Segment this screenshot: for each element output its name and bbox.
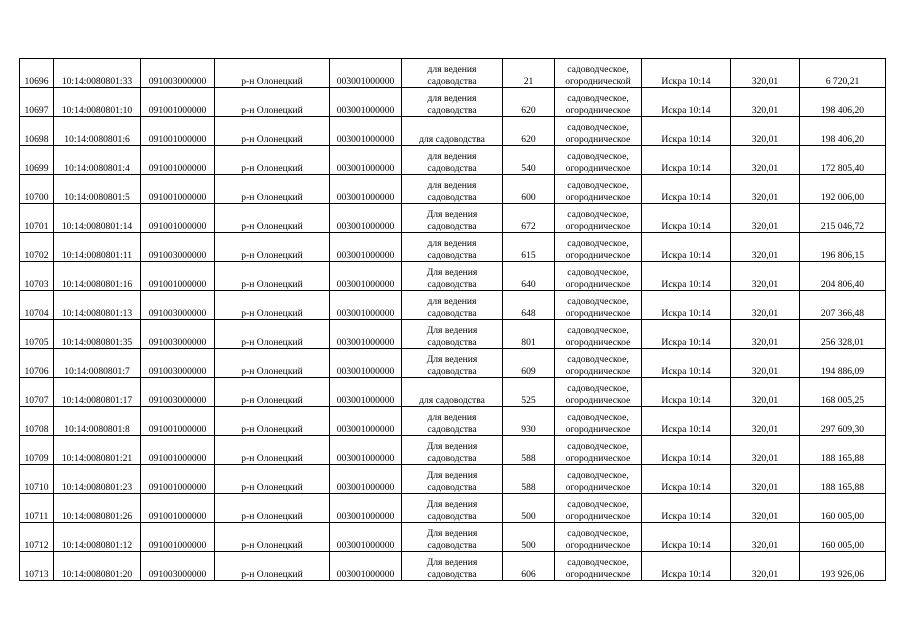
permitted-use-cell	[402, 465, 503, 494]
district-cell: р-н Олонецкий	[215, 175, 330, 204]
row-number-cell: 10710	[20, 465, 54, 494]
cadastral-cost-cell: 204 806,40	[800, 262, 886, 291]
cadastral-cost-cell: 194 886,09	[800, 349, 886, 378]
area-cell: 525	[503, 378, 555, 407]
permitted-use-cell	[402, 233, 503, 262]
use-category-cell	[555, 436, 642, 465]
row-number-cell: 10701	[20, 204, 54, 233]
specific-value-cell: 320,01	[731, 523, 800, 552]
district-cell: р-н Олонецкий	[215, 291, 330, 320]
permitted-use-line-2: садоводства	[427, 162, 477, 174]
cadastral-number-cell: 10:14:0080801:23	[54, 465, 141, 494]
use-category-cell	[555, 204, 642, 233]
table-row	[20, 117, 886, 146]
permitted-use-cell	[402, 552, 503, 581]
oktmo-code-cell: 091001000000	[141, 465, 215, 494]
cadastral-cost-cell: 193 926,06	[800, 552, 886, 581]
cadastral-zone-cell: Искра 10:14	[642, 407, 731, 436]
use-category-cell	[555, 465, 642, 494]
permitted-use-line-1: Для ведения	[426, 470, 478, 481]
permitted-use-line-2: садоводства	[427, 249, 477, 261]
district-cell: р-н Олонецкий	[215, 494, 330, 523]
cadastral-number-cell: 10:14:0080801:13	[54, 291, 141, 320]
permitted-use-line-2: садоводства	[427, 75, 477, 87]
table-row	[20, 349, 886, 378]
specific-value-cell: 320,01	[731, 378, 800, 407]
permitted-use-line-2: садоводства	[427, 278, 477, 290]
permitted-use-line-1: Для ведения	[426, 499, 478, 510]
okato-code-cell: 003001000000	[330, 552, 402, 581]
table-row	[20, 523, 886, 552]
use-category-cell	[555, 494, 642, 523]
use-category-cell	[555, 320, 642, 349]
row-number-cell: 10704	[20, 291, 54, 320]
use-category-cell	[555, 146, 642, 175]
oktmo-code-cell: 091001000000	[141, 146, 215, 175]
district-cell: р-н Олонецкий	[215, 523, 330, 552]
cadastral-zone-cell: Искра 10:14	[642, 262, 731, 291]
oktmo-code-cell: 091001000000	[141, 204, 215, 233]
use-category-line-2: огородническое	[565, 394, 631, 406]
district-cell: р-н Олонецкий	[215, 378, 330, 407]
district-cell: р-н Олонецкий	[215, 262, 330, 291]
okato-code-cell: 003001000000	[330, 436, 402, 465]
use-category-cell	[555, 407, 642, 436]
permitted-use-cell	[402, 204, 503, 233]
table-row	[20, 552, 886, 581]
permitted-use-line-1: Для ведения	[426, 209, 478, 220]
cadastral-cost-cell: 256 328,01	[800, 320, 886, 349]
use-category-line-1: садоводческое,	[567, 412, 629, 423]
cadastral-zone-cell: Искра 10:14	[642, 552, 731, 581]
row-number-cell: 10705	[20, 320, 54, 349]
district-cell: р-н Олонецкий	[215, 552, 330, 581]
cadastral-cost-cell: 6 720,21	[800, 59, 886, 88]
oktmo-code-cell: 091003000000	[141, 378, 215, 407]
cadastral-number-cell: 10:14:0080801:4	[54, 146, 141, 175]
cadastral-cost-cell: 160 005,00	[800, 494, 886, 523]
cadastral-cost-cell: 297 609,30	[800, 407, 886, 436]
use-category-line-2: огородническое	[565, 104, 631, 116]
cadastral-number-cell: 10:14:0080801:6	[54, 117, 141, 146]
cadastral-zone-cell: Искра 10:14	[642, 117, 731, 146]
permitted-use-cell	[402, 436, 503, 465]
cadastral-zone-cell: Искра 10:14	[642, 349, 731, 378]
specific-value-cell: 320,01	[731, 175, 800, 204]
cadastral-cost-cell: 215 046,72	[800, 204, 886, 233]
use-category-line-1: садоводческое,	[567, 296, 629, 307]
cadastral-zone-cell: Искра 10:14	[642, 436, 731, 465]
area-cell: 588	[503, 465, 555, 494]
oktmo-code-cell: 091003000000	[141, 349, 215, 378]
use-category-line-1: садоводческое,	[567, 238, 629, 249]
district-cell: р-н Олонецкий	[215, 349, 330, 378]
permitted-use-cell	[402, 407, 503, 436]
permitted-use-line-2: садоводства	[427, 481, 477, 493]
use-category-line-1: садоводческое,	[567, 354, 629, 365]
okato-code-cell: 003001000000	[330, 349, 402, 378]
use-category-line-2: огороднической	[565, 75, 631, 87]
cadastral-cost-cell: 198 406,20	[800, 117, 886, 146]
permitted-use-line-2: для садоводства	[419, 133, 485, 145]
district-cell: р-н Олонецкий	[215, 88, 330, 117]
okato-code-cell: 003001000000	[330, 59, 402, 88]
specific-value-cell: 320,01	[731, 146, 800, 175]
use-category-line-2: огородническое	[565, 452, 631, 464]
use-category-line-2: огородническое	[565, 423, 631, 435]
use-category-line-1: садоводческое,	[567, 151, 629, 162]
cadastral-cost-cell: 172 805,40	[800, 146, 886, 175]
row-number-cell: 10712	[20, 523, 54, 552]
specific-value-cell: 320,01	[731, 436, 800, 465]
cadastral-number-cell: 10:14:0080801:10	[54, 88, 141, 117]
district-cell: р-н Олонецкий	[215, 436, 330, 465]
district-cell: р-н Олонецкий	[215, 204, 330, 233]
specific-value-cell: 320,01	[731, 494, 800, 523]
permitted-use-cell	[402, 291, 503, 320]
okato-code-cell: 003001000000	[330, 494, 402, 523]
table-row	[20, 233, 886, 262]
use-category-line-2: огородническое	[565, 481, 631, 493]
row-number-cell: 10707	[20, 378, 54, 407]
use-category-line-1: садоводческое,	[567, 180, 629, 191]
oktmo-code-cell: 091001000000	[141, 436, 215, 465]
cadastral-zone-cell: Искра 10:14	[642, 233, 731, 262]
use-category-line-2: огородническое	[565, 510, 631, 522]
okato-code-cell: 003001000000	[330, 465, 402, 494]
row-number-cell: 10706	[20, 349, 54, 378]
cadastral-number-cell: 10:14:0080801:35	[54, 320, 141, 349]
table-row	[20, 407, 886, 436]
permitted-use-cell	[402, 320, 503, 349]
use-category-line-2: огородническое	[565, 539, 631, 551]
permitted-use-cell	[402, 175, 503, 204]
use-category-line-1: садоводческое,	[567, 267, 629, 278]
district-cell: р-н Олонецкий	[215, 59, 330, 88]
permitted-use-cell	[402, 494, 503, 523]
cadastral-number-cell: 10:14:0080801:21	[54, 436, 141, 465]
permitted-use-line-1: Для ведения	[426, 441, 478, 452]
cadastral-number-cell: 10:14:0080801:11	[54, 233, 141, 262]
district-cell: р-н Олонецкий	[215, 146, 330, 175]
row-number-cell: 10700	[20, 175, 54, 204]
cadastral-zone-cell: Искра 10:14	[642, 88, 731, 117]
cadastral-zone-cell: Искра 10:14	[642, 204, 731, 233]
use-category-line-2: огородническое	[565, 249, 631, 261]
table-row	[20, 88, 886, 117]
permitted-use-line-1: для ведения	[427, 151, 477, 162]
use-category-line-1: садоводческое,	[567, 64, 629, 75]
area-cell: 600	[503, 175, 555, 204]
row-number-cell: 10702	[20, 233, 54, 262]
okato-code-cell: 003001000000	[330, 175, 402, 204]
okato-code-cell: 003001000000	[330, 146, 402, 175]
use-category-line-1: садоводческое,	[567, 557, 629, 568]
table-row	[20, 262, 886, 291]
permitted-use-line-2: садоводства	[427, 220, 477, 232]
specific-value-cell: 320,01	[731, 349, 800, 378]
specific-value-cell: 320,01	[731, 407, 800, 436]
permitted-use-line-2: садоводства	[427, 191, 477, 203]
permitted-use-cell	[402, 146, 503, 175]
permitted-use-line-2: садоводства	[427, 336, 477, 348]
area-cell: 672	[503, 204, 555, 233]
permitted-use-line-1: для ведения	[427, 64, 477, 75]
use-category-cell	[555, 117, 642, 146]
table-body	[20, 59, 886, 581]
use-category-line-1: садоводческое,	[567, 325, 629, 336]
table-row	[20, 494, 886, 523]
cadastral-zone-cell: Искра 10:14	[642, 291, 731, 320]
permitted-use-line-1: Для ведения	[426, 325, 478, 336]
cadastral-number-cell: 10:14:0080801:5	[54, 175, 141, 204]
cadastral-number-cell: 10:14:0080801:16	[54, 262, 141, 291]
specific-value-cell: 320,01	[731, 552, 800, 581]
permitted-use-line-1: для ведения	[427, 180, 477, 191]
specific-value-cell: 320,01	[731, 117, 800, 146]
permitted-use-line-1: для ведения	[427, 93, 477, 104]
permitted-use-cell	[402, 59, 503, 88]
use-category-cell	[555, 88, 642, 117]
use-category-line-1: садоводческое,	[567, 209, 629, 220]
table-row	[20, 378, 886, 407]
district-cell: р-н Олонецкий	[215, 465, 330, 494]
cadastral-number-cell: 10:14:0080801:7	[54, 349, 141, 378]
table-row	[20, 320, 886, 349]
permitted-use-line-2: садоводства	[427, 365, 477, 377]
permitted-use-cell	[402, 378, 503, 407]
table-row	[20, 465, 886, 494]
permitted-use-line-1: Для ведения	[426, 354, 478, 365]
permitted-use-line-1: Для ведения	[426, 267, 478, 278]
permitted-use-line-2: садоводства	[427, 510, 477, 522]
permitted-use-line-2: садоводства	[427, 539, 477, 551]
use-category-cell	[555, 523, 642, 552]
row-number-cell: 10713	[20, 552, 54, 581]
area-cell: 609	[503, 349, 555, 378]
permitted-use-line-2: садоводства	[427, 452, 477, 464]
cadastral-zone-cell: Искра 10:14	[642, 465, 731, 494]
use-category-cell	[555, 262, 642, 291]
oktmo-code-cell: 091003000000	[141, 320, 215, 349]
permitted-use-cell	[402, 117, 503, 146]
okato-code-cell: 003001000000	[330, 407, 402, 436]
oktmo-code-cell: 091001000000	[141, 88, 215, 117]
district-cell: р-н Олонецкий	[215, 407, 330, 436]
area-cell: 540	[503, 146, 555, 175]
cadastral-cost-cell: 196 806,15	[800, 233, 886, 262]
use-category-cell	[555, 378, 642, 407]
specific-value-cell: 320,01	[731, 59, 800, 88]
specific-value-cell: 320,01	[731, 88, 800, 117]
permitted-use-cell	[402, 262, 503, 291]
use-category-line-2: огородническое	[565, 133, 631, 145]
area-cell: 588	[503, 436, 555, 465]
cadastral-zone-cell: Искра 10:14	[642, 378, 731, 407]
oktmo-code-cell: 091003000000	[141, 59, 215, 88]
area-cell: 801	[503, 320, 555, 349]
okato-code-cell: 003001000000	[330, 378, 402, 407]
table-row	[20, 436, 886, 465]
cadastral-number-cell: 10:14:0080801:20	[54, 552, 141, 581]
permitted-use-line-1: для ведения	[427, 238, 477, 249]
row-number-cell: 10703	[20, 262, 54, 291]
oktmo-code-cell: 091001000000	[141, 117, 215, 146]
specific-value-cell: 320,01	[731, 233, 800, 262]
use-category-line-1: садоводческое,	[567, 441, 629, 452]
specific-value-cell: 320,01	[731, 204, 800, 233]
row-number-cell: 10711	[20, 494, 54, 523]
cadastral-number-cell: 10:14:0080801:12	[54, 523, 141, 552]
cadastral-zone-cell: Искра 10:14	[642, 320, 731, 349]
cadastral-cost-cell: 198 406,20	[800, 88, 886, 117]
row-number-cell: 10699	[20, 146, 54, 175]
area-cell: 500	[503, 523, 555, 552]
cadastral-number-cell: 10:14:0080801:17	[54, 378, 141, 407]
use-category-cell	[555, 552, 642, 581]
cadastral-zone-cell: Искра 10:14	[642, 175, 731, 204]
area-cell: 606	[503, 552, 555, 581]
cadastral-number-cell: 10:14:0080801:14	[54, 204, 141, 233]
cadastral-zone-cell: Искра 10:14	[642, 59, 731, 88]
cadastral-cost-cell: 207 366,48	[800, 291, 886, 320]
row-number-cell: 10708	[20, 407, 54, 436]
use-category-line-1: садоводческое,	[567, 383, 629, 394]
table-row	[20, 59, 886, 88]
area-cell: 620	[503, 117, 555, 146]
row-number-cell: 10696	[20, 59, 54, 88]
okato-code-cell: 003001000000	[330, 523, 402, 552]
permitted-use-line-2: садоводства	[427, 104, 477, 116]
permitted-use-line-1: для ведения	[427, 412, 477, 423]
cadastral-zone-cell: Искра 10:14	[642, 523, 731, 552]
area-cell: 648	[503, 291, 555, 320]
district-cell: р-н Олонецкий	[215, 117, 330, 146]
specific-value-cell: 320,01	[731, 465, 800, 494]
specific-value-cell: 320,01	[731, 291, 800, 320]
cadastral-number-cell: 10:14:0080801:26	[54, 494, 141, 523]
permitted-use-cell	[402, 349, 503, 378]
use-category-line-1: садоводческое,	[567, 470, 629, 481]
district-cell: р-н Олонецкий	[215, 320, 330, 349]
permitted-use-cell	[402, 88, 503, 117]
cadastral-zone-cell: Искра 10:14	[642, 494, 731, 523]
use-category-line-2: огородническое	[565, 307, 631, 319]
use-category-line-1: садоводческое,	[567, 93, 629, 104]
permitted-use-line-2: садоводства	[427, 568, 477, 580]
cadastral-number-cell: 10:14:0080801:8	[54, 407, 141, 436]
table-row	[20, 175, 886, 204]
oktmo-code-cell: 091001000000	[141, 494, 215, 523]
table-row	[20, 204, 886, 233]
area-cell: 620	[503, 88, 555, 117]
use-category-cell	[555, 349, 642, 378]
okato-code-cell: 003001000000	[330, 233, 402, 262]
permitted-use-line-2: садоводства	[427, 423, 477, 435]
table-row	[20, 291, 886, 320]
oktmo-code-cell: 091001000000	[141, 523, 215, 552]
area-cell: 500	[503, 494, 555, 523]
oktmo-code-cell: 091001000000	[141, 262, 215, 291]
use-category-line-1: садоводческое,	[567, 528, 629, 539]
use-category-cell	[555, 233, 642, 262]
okato-code-cell: 003001000000	[330, 204, 402, 233]
cadastral-cost-cell: 168 005,25	[800, 378, 886, 407]
okato-code-cell: 003001000000	[330, 117, 402, 146]
land-plots-table	[19, 58, 886, 581]
row-number-cell: 10709	[20, 436, 54, 465]
use-category-line-2: огородническое	[565, 278, 631, 290]
table-row	[20, 146, 886, 175]
use-category-cell	[555, 291, 642, 320]
okato-code-cell: 003001000000	[330, 291, 402, 320]
cadastral-zone-cell: Искра 10:14	[642, 146, 731, 175]
use-category-cell	[555, 59, 642, 88]
okato-code-cell: 003001000000	[330, 88, 402, 117]
cadastral-cost-cell: 188 165,88	[800, 465, 886, 494]
oktmo-code-cell: 091003000000	[141, 291, 215, 320]
oktmo-code-cell: 091001000000	[141, 175, 215, 204]
permitted-use-line-2: для садоводства	[419, 394, 485, 406]
use-category-line-2: огородническое	[565, 336, 631, 348]
cadastral-number-cell: 10:14:0080801:33	[54, 59, 141, 88]
row-number-cell: 10698	[20, 117, 54, 146]
use-category-line-2: огородническое	[565, 568, 631, 580]
use-category-line-2: огородническое	[565, 162, 631, 174]
area-cell: 930	[503, 407, 555, 436]
permitted-use-line-1: Для ведения	[426, 528, 478, 539]
oktmo-code-cell: 091003000000	[141, 552, 215, 581]
use-category-cell	[555, 175, 642, 204]
use-category-line-2: огородническое	[565, 220, 631, 232]
cadastral-cost-cell: 188 165,88	[800, 436, 886, 465]
use-category-line-1: садоводческое,	[567, 499, 629, 510]
oktmo-code-cell: 091003000000	[141, 233, 215, 262]
area-cell: 615	[503, 233, 555, 262]
use-category-line-2: огородническое	[565, 191, 631, 203]
cadastral-cost-cell: 160 005,00	[800, 523, 886, 552]
permitted-use-cell	[402, 523, 503, 552]
permitted-use-line-1: для ведения	[427, 296, 477, 307]
cadastral-cost-cell: 192 006,00	[800, 175, 886, 204]
oktmo-code-cell: 091001000000	[141, 407, 215, 436]
area-cell: 640	[503, 262, 555, 291]
use-category-line-1: садоводческое,	[567, 122, 629, 133]
permitted-use-line-1: Для ведения	[426, 557, 478, 568]
row-number-cell: 10697	[20, 88, 54, 117]
permitted-use-line-2: садоводства	[427, 307, 477, 319]
okato-code-cell: 003001000000	[330, 320, 402, 349]
district-cell: р-н Олонецкий	[215, 233, 330, 262]
specific-value-cell: 320,01	[731, 320, 800, 349]
okato-code-cell: 003001000000	[330, 262, 402, 291]
specific-value-cell: 320,01	[731, 262, 800, 291]
area-cell: 21	[503, 59, 555, 88]
use-category-line-2: огородническое	[565, 365, 631, 377]
